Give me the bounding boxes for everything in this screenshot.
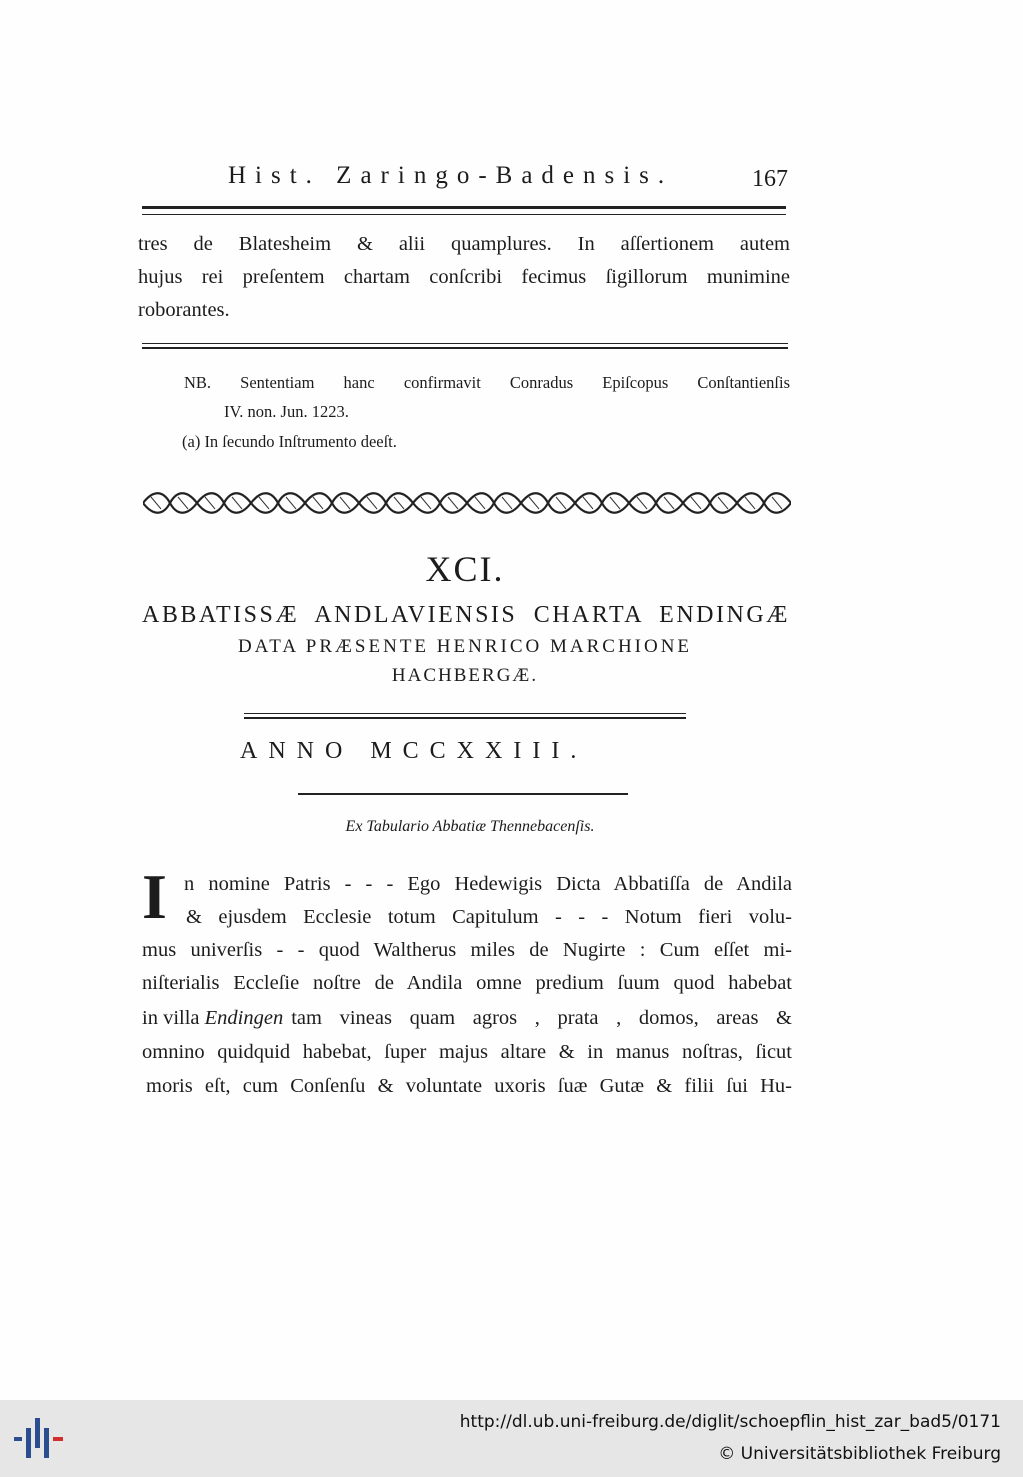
text-line: n nomine Patris - - - Ego Hedewigis Dicta Abbatiſſa de Andila (184, 873, 792, 895)
drop-capital: I (142, 861, 167, 932)
permalink-url[interactable]: http://dl.ub.uni-freiburg.de/diglit/schoepflin_hist_zar_bad5/0171 (459, 1412, 1001, 1432)
text-segment: in villa (142, 1007, 205, 1029)
text-line: niſterialis Eccleſie noſtre de Andila omne predium ſuum quod habebat (142, 972, 792, 994)
footnote-a: (a) In ſecundo Inſtrumento deeſt. (182, 432, 397, 451)
chapter-number: XCI. (425, 549, 505, 589)
text-line: omnino quidquid habebat, ſuper majus altare & in manus noſtras, ſicut (142, 1041, 792, 1063)
head-rule-thin (142, 214, 786, 215)
place-name: Endingen (204, 1007, 284, 1029)
running-head: Hist. Zaringo-Badensis. (228, 162, 674, 189)
text-line: mus univerſis - - quod Waltherus miles de Nugirte : Cum eſſet mi- (142, 939, 792, 961)
notes-rule-thick (142, 347, 788, 349)
head-rule-thick (142, 206, 786, 209)
year-rule (298, 793, 628, 795)
source-note: Ex Tabulario Abbatiæ Thennebacenſis. (345, 818, 595, 835)
notes-rule-thin (142, 343, 788, 344)
text-line: roborantes. (138, 299, 230, 321)
charter-year: ANNO MCCXXIII. (240, 738, 588, 764)
text-line: tres de Blatesheim & alii quamplures. In aſſertionem autem (138, 233, 790, 255)
copyright-notice: © Universitätsbibliothek Freiburg (718, 1444, 1001, 1464)
text-line: hujus rei preſentem chartam conſcribi fecimus ſigillorum munimine (138, 266, 790, 288)
text-segment: tam vineas quam agros , prata , domos, areas & (291, 1007, 792, 1029)
nb-note: NB. Sententiam hanc confirmavit Conradus Epiſcopus Conſtantienſis (184, 373, 790, 392)
text-line (142, 1002, 792, 1035)
text-segment (142, 1002, 283, 1035)
nb-note-date: IV. non. Jun. 1223. (224, 402, 349, 421)
heading-rule-thin (244, 713, 686, 714)
heading-rule-thick (244, 717, 686, 719)
library-logo-icon (14, 1418, 66, 1458)
page-number: 167 (752, 166, 788, 192)
chapter-heading-line1: ABBATISSÆ ANDLAVIENSIS CHARTA ENDINGÆ (142, 602, 790, 628)
chapter-heading-line2: DATA PRÆSENTE HENRICO MARCHIONE (237, 636, 693, 657)
chapter-heading-line3: HACHBERGÆ. (391, 665, 539, 686)
footer-bar (0, 1400, 1023, 1477)
text-line: moris eſt, cum Conſenſu & voluntate uxoris ſuæ Gutæ & filii ſui Hu- (146, 1075, 792, 1097)
text-line: & ejusdem Ecclesie totum Capitulum - - - Notum fieri volu- (186, 906, 792, 928)
rope-ornament (143, 488, 791, 518)
